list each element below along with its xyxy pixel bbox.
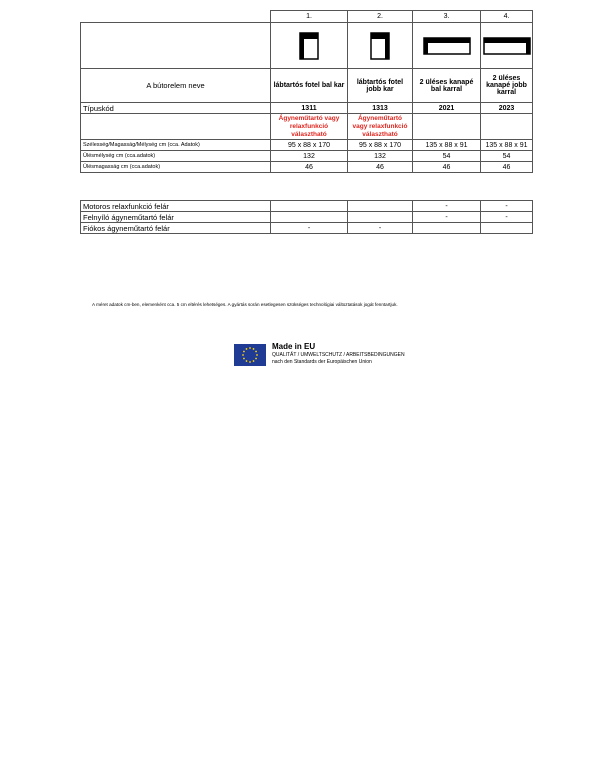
sofa-right-arm-icon	[483, 37, 531, 55]
dimensions-value: 95 x 88 x 170	[271, 140, 348, 151]
function-note: Ágyneműtartó vagy relaxfunkció választható	[271, 114, 348, 140]
surcharge-label: Fiókos ágyneműtartó felár	[81, 223, 271, 234]
surcharge-value	[271, 212, 348, 223]
eu-star	[246, 348, 248, 350]
seat-depth-row	[81, 151, 533, 162]
sofa-left-arm-icon	[423, 37, 471, 55]
row-label-seat-height: Ülésmagasság cm (cca.adatok)	[81, 162, 271, 173]
seat-depth-value: 54	[413, 151, 481, 162]
note-row	[81, 114, 533, 140]
type-code: 2021	[413, 103, 481, 114]
eu-badge-title: Made in EU	[272, 342, 316, 351]
seat-depth-value: 132	[271, 151, 348, 162]
surcharge-row	[81, 223, 533, 234]
number-row	[81, 11, 533, 23]
dimensions-value: 135 x 88 x 91	[481, 140, 533, 151]
seat-depth-value: 54	[481, 151, 533, 162]
eu-star	[253, 348, 255, 350]
eu-star	[253, 360, 255, 362]
col-number: 2.	[348, 11, 413, 23]
seat-height-value: 46	[348, 162, 413, 173]
eu-star	[249, 361, 251, 363]
spec-table	[80, 10, 533, 173]
surcharge-value	[413, 223, 481, 234]
col-number: 3.	[413, 11, 481, 23]
armchair-left-icon	[299, 32, 319, 60]
surcharge-label: Felnyíló ágyneműtartó felár	[81, 212, 271, 223]
surcharge-value: -	[481, 201, 533, 212]
surcharge-value: -	[271, 223, 348, 234]
footnote: A méret adatok cm-ben, elemenként cca. 5 cm eltérés lehetséges. A gyártás során esetlegesen szükséges technológiai változtatások jogát fenntartjuk.	[92, 302, 398, 307]
row-label-seat-depth: Ülésmélység cm (cca.adatok)	[81, 151, 271, 162]
seat-height-value: 46	[413, 162, 481, 173]
surcharge-table	[80, 200, 533, 234]
eu-star	[242, 354, 244, 356]
item-name: lábtartós fotel bal kar	[271, 69, 348, 103]
armchair-right-icon	[370, 32, 390, 60]
surcharge-value	[348, 212, 413, 223]
seat-height-row	[81, 162, 533, 173]
type-code: 1313	[348, 103, 413, 114]
type-code: 2023	[481, 103, 533, 114]
surcharge-value	[271, 201, 348, 212]
eu-star	[256, 354, 258, 356]
eu-badge-line1: QUALITÄT / UMWELTSCHUTZ / ARBEITSBEDINGUNGEN	[272, 352, 405, 358]
dimensions-row	[81, 140, 533, 151]
eu-star	[255, 351, 257, 353]
item-name: 2 üléses kanapé jobb karral	[481, 69, 533, 103]
item-name: 2 üléses kanapé bal karral	[413, 69, 481, 103]
seat-height-value: 46	[271, 162, 348, 173]
eu-flag-icon	[234, 344, 266, 366]
surcharge-value	[481, 223, 533, 234]
eu-star	[243, 351, 245, 353]
dimensions-value: 95 x 88 x 170	[348, 140, 413, 151]
made-in-eu-badge	[234, 342, 405, 366]
eu-star	[243, 358, 245, 360]
row-label-name: A bútorelem neve	[81, 69, 271, 103]
function-note	[481, 114, 533, 140]
surcharge-value: -	[348, 223, 413, 234]
function-note: Ágyneműtartó vagy relaxfunkció választható	[348, 114, 413, 140]
eu-star	[246, 360, 248, 362]
surcharge-row	[81, 212, 533, 223]
col-number: 1.	[271, 11, 348, 23]
surcharge-value: -	[481, 212, 533, 223]
function-note	[413, 114, 481, 140]
icon-row	[81, 23, 533, 69]
row-label-type-code: Típuskód	[81, 103, 271, 114]
eu-star	[255, 358, 257, 360]
surcharge-row	[81, 201, 533, 212]
row-label-dimensions: Szélesség/Magasság/Mélység cm (cca. Adatok)	[81, 140, 271, 151]
type-code: 1311	[271, 103, 348, 114]
surcharge-label: Motoros relaxfunkció felár	[81, 201, 271, 212]
eu-badge-line2: nach den Standards der Europäischen Union	[272, 359, 372, 365]
surcharge-value: -	[413, 201, 481, 212]
item-name: lábtartós fotel jobb kar	[348, 69, 413, 103]
type-code-row	[81, 103, 533, 114]
surcharge-value: -	[413, 212, 481, 223]
dimensions-value: 135 x 88 x 91	[413, 140, 481, 151]
seat-height-value: 46	[481, 162, 533, 173]
seat-depth-value: 132	[348, 151, 413, 162]
col-number: 4.	[481, 11, 533, 23]
eu-star	[249, 347, 251, 349]
name-row	[81, 69, 533, 103]
surcharge-value	[348, 201, 413, 212]
